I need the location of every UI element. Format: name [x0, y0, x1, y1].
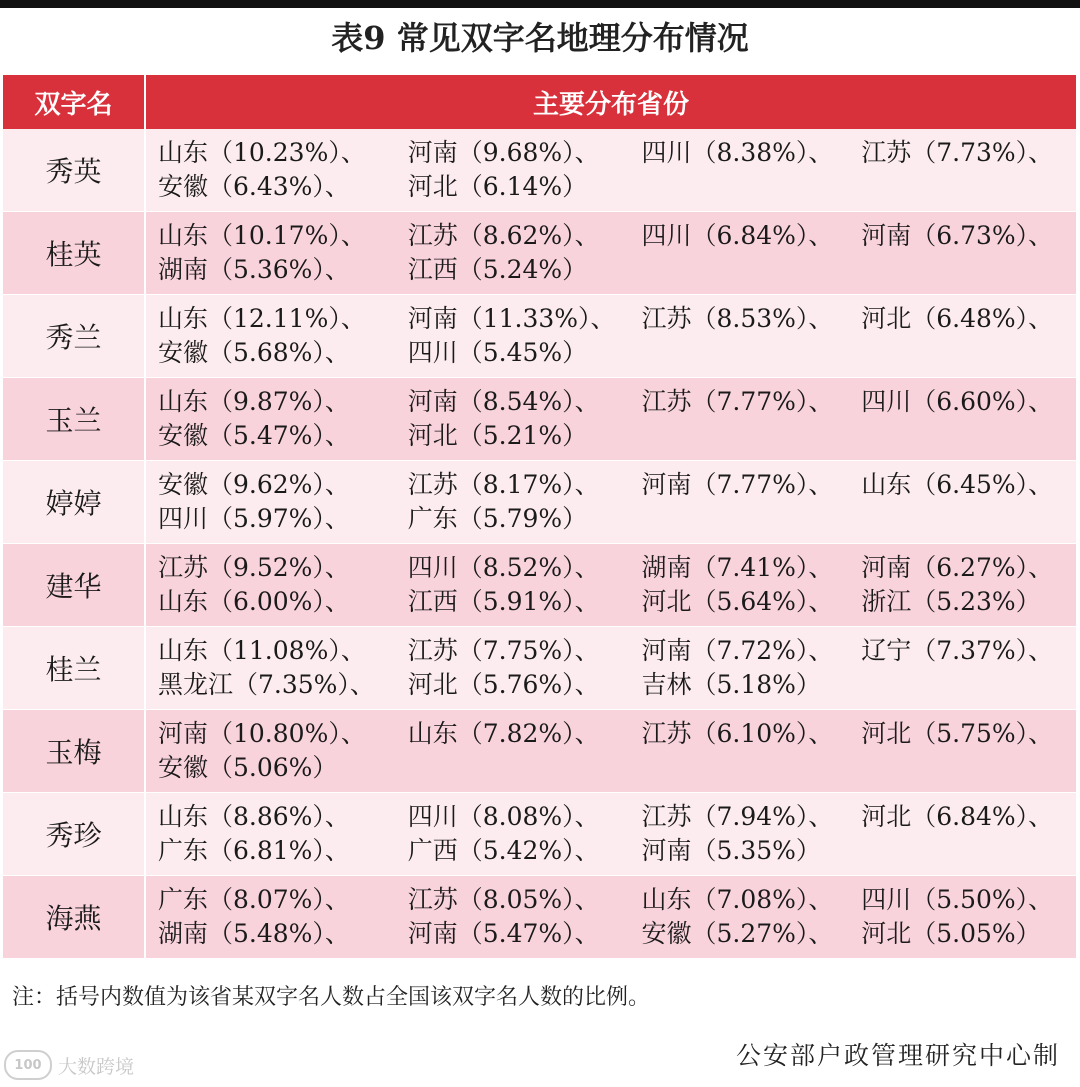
given-name-cell: 婷婷	[3, 461, 145, 544]
provinces-line	[158, 502, 1076, 536]
province-entry	[408, 751, 642, 785]
province-entry: 江苏（7.75%）、	[407, 636, 600, 665]
province-entry: 江苏（8.05%）、	[407, 885, 600, 914]
province-entry: 河北（6.14%）	[407, 172, 588, 201]
province-entry	[861, 502, 1076, 536]
province-entry: 山东（12.11%）、	[158, 304, 366, 333]
table-header-row	[3, 75, 1076, 129]
province-entry: 湖南（7.41%）、	[641, 553, 834, 582]
province-entry: 广西（5.42%）、	[407, 836, 600, 865]
provinces-cell	[145, 876, 1076, 959]
provinces-cell	[145, 461, 1076, 544]
table-row	[3, 129, 1076, 212]
province-entry	[641, 419, 861, 453]
province-entry: 江苏（7.94%）、	[641, 802, 834, 831]
provinces-line	[158, 717, 1076, 751]
province-entry: 河南（5.35%）	[641, 836, 821, 865]
province-entry	[861, 336, 1076, 370]
province-entry	[641, 502, 861, 536]
province-entry	[861, 668, 1076, 702]
province-entry: 河南（9.68%）、	[407, 138, 600, 167]
province-entry	[641, 253, 861, 287]
header-name: 双字名	[3, 75, 145, 129]
province-entry: 山东（6.45%）、	[861, 470, 1054, 499]
provinces-cell	[145, 212, 1076, 295]
provinces-cell	[145, 544, 1076, 627]
province-entry: 山东（9.87%）、	[158, 387, 350, 416]
province-entry: 浙江（5.23%）	[861, 587, 1041, 616]
given-name-cell: 建华	[3, 544, 145, 627]
province-entry	[641, 751, 861, 785]
province-entry: 河北（5.05%）	[861, 919, 1041, 948]
province-entry: 山东（11.08%）、	[158, 636, 366, 665]
province-entry: 湖南（5.48%）、	[158, 919, 350, 948]
given-name-cell: 玉兰	[3, 378, 145, 461]
top-border	[0, 0, 1080, 8]
table-row	[3, 710, 1076, 793]
watermark	[4, 1050, 134, 1080]
provinces-line	[158, 551, 1076, 585]
provinces-cell	[145, 378, 1076, 461]
province-entry: 江苏（8.53%）、	[641, 304, 834, 333]
province-entry: 四川（5.50%）、	[861, 885, 1054, 914]
province-entry: 江苏（8.62%）、	[407, 221, 600, 250]
province-entry	[641, 170, 861, 204]
province-entry: 山东（6.00%）、	[158, 587, 350, 616]
provinces-line	[158, 419, 1076, 453]
provinces-cell	[145, 627, 1076, 710]
province-entry: 安徽（6.43%）、	[158, 172, 350, 201]
province-entry: 江苏（7.77%）、	[641, 387, 834, 416]
table-row	[3, 544, 1076, 627]
province-entry: 安徽（5.06%）	[158, 753, 338, 782]
watermark-text: 大数跨境	[58, 1055, 135, 1078]
provinces-cell	[145, 710, 1076, 793]
province-entry: 河南（8.54%）、	[407, 387, 600, 416]
province-entry	[641, 336, 861, 370]
provinces-cell	[145, 295, 1076, 378]
province-entry: 山东（8.86%）、	[158, 802, 350, 831]
province-entry: 山东（7.82%）、	[407, 719, 600, 748]
given-name-cell: 海燕	[3, 876, 145, 959]
provinces-line	[158, 468, 1076, 502]
province-entry: 广东（5.79%）	[407, 504, 588, 533]
table-row	[3, 793, 1076, 876]
table-row	[3, 876, 1076, 959]
province-entry: 黑龙江（7.35%）、	[158, 670, 375, 699]
province-entry: 江苏（9.52%）、	[158, 553, 350, 582]
province-entry: 吉林（5.18%）	[641, 670, 821, 699]
given-name-cell: 玉梅	[3, 710, 145, 793]
province-entry: 江苏（8.17%）、	[407, 470, 600, 499]
table-body	[3, 129, 1076, 959]
provinces-line	[158, 834, 1076, 868]
provinces-line	[158, 800, 1076, 834]
provinces-line	[158, 883, 1076, 917]
provinces-line	[158, 170, 1076, 204]
table-row	[3, 295, 1076, 378]
given-name-cell: 秀兰	[3, 295, 145, 378]
provinces-line	[158, 253, 1076, 287]
given-name-cell: 桂英	[3, 212, 145, 295]
province-entry: 四川（6.84%）、	[641, 221, 834, 250]
province-entry: 广东（6.81%）、	[158, 836, 350, 865]
province-entry: 广东（8.07%）、	[158, 885, 350, 914]
provinces-line	[158, 219, 1076, 253]
province-entry: 河北（6.48%）、	[861, 304, 1054, 333]
province-entry: 河南（11.33%）、	[407, 304, 616, 333]
province-entry	[861, 170, 1076, 204]
distribution-table	[3, 75, 1076, 959]
table-row	[3, 378, 1076, 461]
province-entry: 四川（5.97%）、	[158, 504, 350, 533]
provinces-cell	[145, 129, 1076, 212]
province-entry: 安徽（5.47%）、	[158, 421, 350, 450]
province-entry: 安徽（5.27%）、	[641, 919, 834, 948]
table-row	[3, 461, 1076, 544]
table-row	[3, 212, 1076, 295]
provinces-line	[158, 751, 1076, 785]
province-entry: 河北（5.75%）、	[861, 719, 1054, 748]
province-entry: 河南（10.80%）、	[158, 719, 366, 748]
provinces-line	[158, 136, 1076, 170]
province-entry: 山东（10.17%）、	[158, 221, 366, 250]
province-entry: 江苏（6.10%）、	[641, 719, 834, 748]
province-entry: 河南（6.27%）、	[861, 553, 1054, 582]
province-entry: 江西（5.91%）、	[407, 587, 600, 616]
province-entry: 河北（5.21%）	[407, 421, 588, 450]
given-name-cell: 桂兰	[3, 627, 145, 710]
province-entry	[861, 751, 1076, 785]
table-title: 表9 常见双字名地理分布情况	[331, 19, 749, 57]
province-entry: 山东（7.08%）、	[641, 885, 834, 914]
province-entry: 江苏（7.73%）、	[861, 138, 1054, 167]
header-provinces: 主要分布省份	[145, 75, 1076, 129]
province-entry: 河南（5.47%）、	[407, 919, 600, 948]
province-entry: 河北（5.64%）、	[641, 587, 834, 616]
province-entry: 安徽（9.62%）、	[158, 470, 350, 499]
province-entry: 山东（10.23%）、	[158, 138, 366, 167]
provinces-line	[158, 917, 1076, 951]
source-credit: 公安部户政管理研究中心制	[735, 1041, 1060, 1070]
provinces-line	[158, 385, 1076, 419]
province-entry: 四川（5.45%）	[407, 338, 588, 367]
province-entry: 河北（5.76%）、	[407, 670, 600, 699]
province-entry: 四川（8.38%）、	[641, 138, 834, 167]
provinces-line	[158, 668, 1076, 702]
provinces-cell	[145, 793, 1076, 876]
given-name-cell: 秀英	[3, 129, 145, 212]
provinces-line	[158, 585, 1076, 619]
province-entry: 湖南（5.36%）、	[158, 255, 350, 284]
province-entry: 安徽（5.68%）、	[158, 338, 350, 367]
province-entry: 河北（6.84%）、	[861, 802, 1054, 831]
province-entry: 河南（7.72%）、	[641, 636, 834, 665]
table-row	[3, 627, 1076, 710]
province-entry: 河南（7.77%）、	[641, 470, 834, 499]
provinces-line	[158, 336, 1076, 370]
province-entry	[861, 834, 1076, 868]
province-entry: 河南（6.73%）、	[861, 221, 1054, 250]
watermark-logo-icon: 100	[4, 1050, 52, 1080]
province-entry: 江西（5.24%）	[407, 255, 588, 284]
province-entry: 辽宁（7.37%）、	[861, 636, 1054, 665]
province-entry	[861, 253, 1076, 287]
province-entry: 四川（8.08%）、	[407, 802, 600, 831]
province-entry: 四川（6.60%）、	[861, 387, 1054, 416]
footnote: 注：括号内数值为该省某双字名人数占全国该双字名人数的比例。	[12, 985, 651, 1010]
provinces-line	[158, 634, 1076, 668]
provinces-line	[158, 302, 1076, 336]
province-entry: 四川（8.52%）、	[407, 553, 600, 582]
given-name-cell: 秀珍	[3, 793, 145, 876]
province-entry	[861, 419, 1076, 453]
